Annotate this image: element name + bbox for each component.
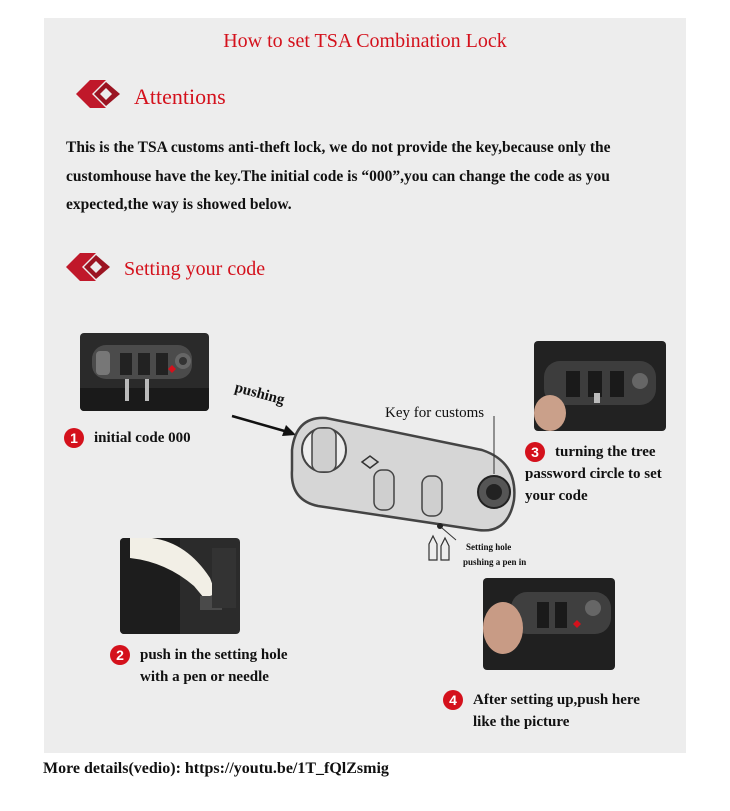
attentions-paragraph: [66, 134, 686, 220]
photo-after-setting: [483, 578, 615, 670]
step-text: initial code 000: [94, 430, 191, 446]
step-3: [525, 441, 662, 507]
brand-logo-icon: [76, 80, 124, 113]
step-4: [443, 689, 640, 733]
step-2: [110, 644, 288, 688]
setting-heading: [66, 253, 265, 286]
setting-hole-label: Setting hole: [466, 542, 512, 552]
attentions-heading-text: Attentions: [134, 83, 226, 109]
step-number-badge: 2: [110, 645, 130, 665]
step-text: turning the tree password circle to set your code: [525, 444, 662, 504]
pen-icon: [425, 532, 455, 562]
step-number-badge: 4: [443, 690, 463, 710]
step-text: After setting up,push here like the picture: [473, 692, 640, 730]
attentions-heading: [76, 80, 226, 113]
photo-initial-code: [80, 333, 209, 411]
photo-turning-dials: [534, 341, 666, 431]
step-number-badge: 1: [64, 428, 84, 448]
step-1: [64, 427, 191, 449]
details-link-text: More details(vedio): https://youtu.be/1T_fQlZsmig: [43, 760, 389, 777]
brand-logo-icon: [66, 253, 114, 286]
attentions-line: expected,the way is showed below.: [66, 196, 292, 213]
attentions-line: customhouse have the key.The initial code is “000”,you can change the code as you: [66, 167, 610, 185]
page-title: How to set TSA Combination Lock: [223, 30, 507, 52]
key-for-customs-label: Key for customs: [385, 405, 485, 421]
step-text: push in the setting hole with a pen or needle: [140, 647, 288, 685]
step-number-badge: 3: [525, 442, 545, 462]
photo-setting-hole: [120, 538, 240, 634]
tsa-lock-diagram: [282, 410, 528, 550]
pushing-label: pushing: [232, 379, 287, 409]
setting-heading-text: Setting your code: [124, 258, 266, 280]
push-pen-label: pushing a pen in: [463, 557, 527, 567]
attentions-line: This is the TSA customs anti-theft lock, we do not provide the key,because only the: [66, 139, 611, 156]
